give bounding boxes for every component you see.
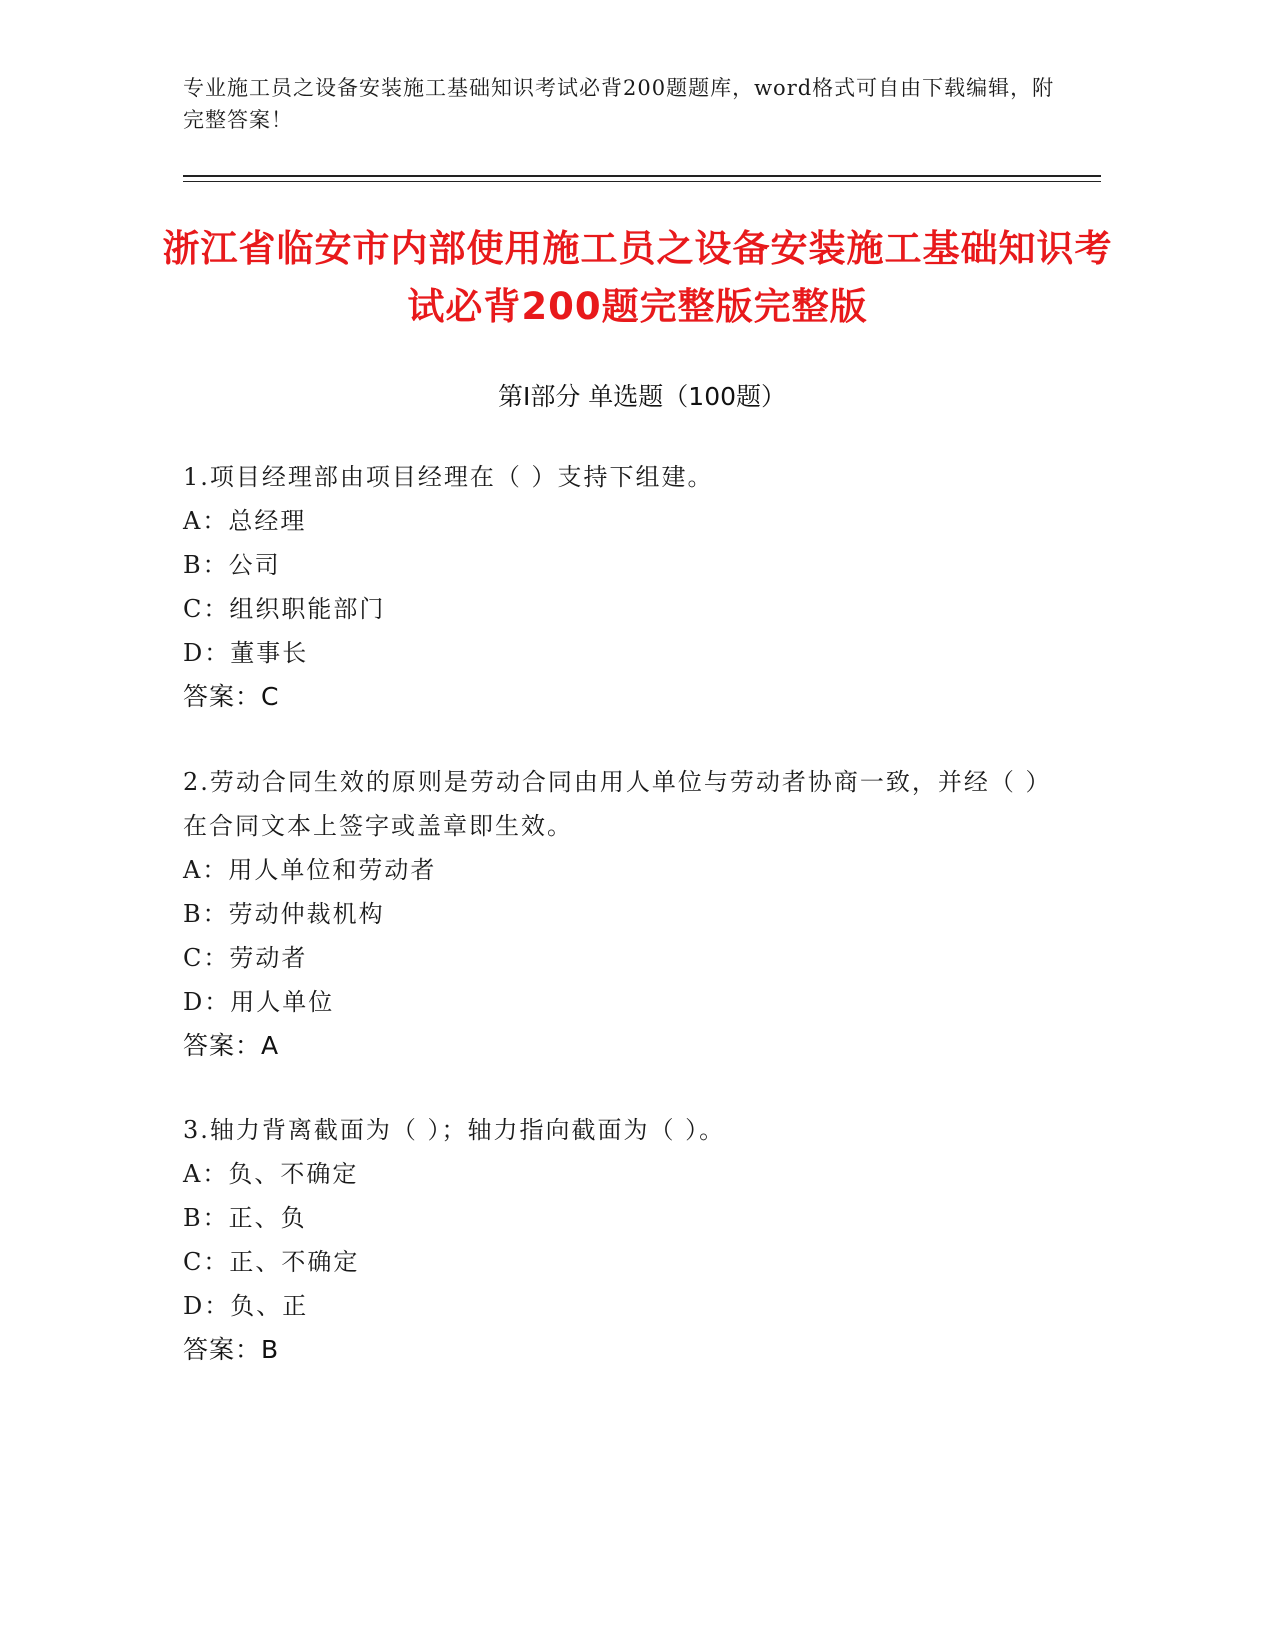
question-stem: 1.项目经理部由项目经理在（ ）支持下组建。 — [183, 463, 714, 491]
header-divider-thin — [183, 181, 1101, 182]
option-c: C：组织职能部门 — [183, 595, 386, 623]
question-stem: 2.劳动合同生效的原则是劳动合同由用人单位与劳动者协商一致，并经（ ）在合同文本上签字或盖章即生效。 — [183, 768, 1040, 840]
header-note: 专业施工员之设备安装施工基础知识考试必背200题题库，word格式可自由下载编辑，附完整答案！ — [183, 76, 1055, 132]
document-title: 浙江省临安市内部使用施工员之设备安装施工基础知识考试必背200题完整版完整版 — [162, 227, 1113, 328]
answer: 答案：A — [183, 1031, 280, 1060]
option-a: A：负、不确定 — [183, 1160, 359, 1188]
option-a: A：总经理 — [183, 507, 307, 535]
option-d: D：负、正 — [183, 1292, 309, 1320]
option-c: C：劳动者 — [183, 944, 308, 972]
question-2 — [183, 760, 1043, 1068]
header-divider-thick — [183, 175, 1101, 177]
question-3 — [183, 1108, 1043, 1372]
option-d: D：董事长 — [183, 639, 309, 667]
question-1 — [183, 455, 1043, 719]
option-a: A：用人单位和劳动者 — [183, 856, 437, 884]
option-c: C：正、不确定 — [183, 1248, 360, 1276]
answer: 答案：B — [183, 1335, 280, 1364]
option-d: D：用人单位 — [183, 988, 335, 1016]
question-stem: 3.轴力背离截面为（ ）；轴力指向截面为（ ）。 — [183, 1116, 726, 1144]
section-heading: 第Ⅰ部分 单选题（100题） — [497, 382, 787, 411]
option-b: B：公司 — [183, 551, 281, 579]
option-b: B：劳动仲裁机构 — [183, 900, 385, 928]
option-b: B：正、负 — [183, 1204, 307, 1232]
answer: 答案：C — [183, 682, 280, 711]
